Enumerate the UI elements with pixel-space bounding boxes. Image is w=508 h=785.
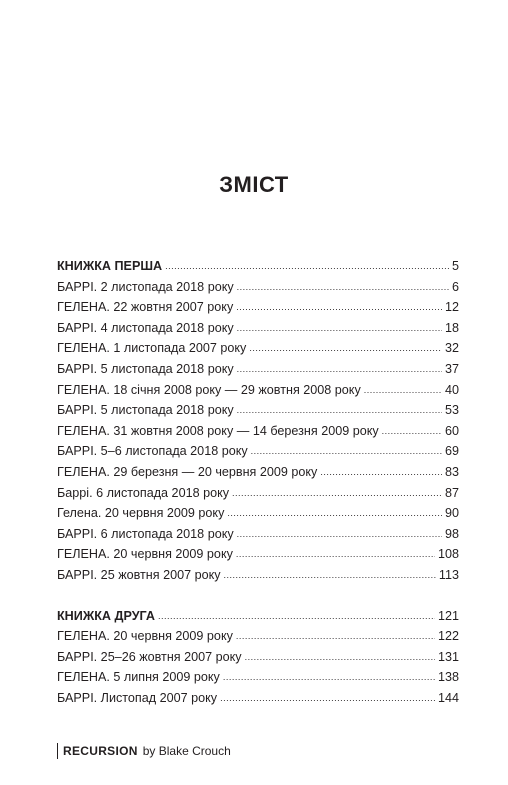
toc-leader-dots (249, 343, 442, 353)
toc-entry (57, 527, 459, 548)
toc-leader-dots (236, 549, 435, 559)
toc-leader-dots (236, 631, 435, 641)
toc-book-heading (57, 609, 459, 630)
toc-book-title: КНИЖКА ДРУГА (57, 608, 155, 623)
toc-entry-label: ГЕЛЕНА. 1 листопада 2007 року (57, 341, 247, 356)
toc-leader-dots (382, 426, 442, 436)
toc-entry (57, 465, 459, 486)
toc-leader-dots (227, 508, 442, 518)
toc-entry-label: ГЕЛЕНА. 18 січня 2008 року — 29 жовтня 2008 року (57, 382, 361, 397)
toc-leader-dots (158, 611, 435, 621)
toc-book-heading (57, 259, 459, 280)
toc-page-number: 53 (444, 403, 459, 418)
toc-page-number: 60 (444, 423, 459, 438)
toc-page-number: 6 (451, 279, 459, 294)
toc-entry-label: БАРРІ. Листопад 2007 року (57, 690, 218, 705)
toc-page-number: 18 (444, 320, 459, 335)
toc-entry-label: БАРРІ. 25 жовтня 2007 року (57, 567, 221, 582)
toc-entry-label: БАРРІ. 25–26 жовтня 2007 року (57, 649, 242, 664)
toc-leader-dots (165, 261, 449, 271)
footer-author: by Blake Crouch (142, 744, 231, 758)
toc-entry-label: БАРРІ. 5 листопада 2018 року (57, 403, 234, 418)
toc-entry (57, 486, 459, 507)
toc-page-number: 12 (444, 300, 459, 315)
toc-entry-label: Баррі. 6 листопада 2018 року (57, 485, 230, 500)
page-title: ЗМІСТ (219, 172, 289, 197)
toc-page-number: 87 (444, 485, 459, 500)
toc-leader-dots (251, 446, 442, 456)
toc-entry (57, 568, 459, 589)
toc-page-number: 108 (437, 547, 459, 562)
toc-entry-label: ГЕЛЕНА. 22 жовтня 2007 року (57, 300, 234, 315)
toc-entry (57, 383, 459, 404)
toc-leader-dots (245, 652, 435, 662)
toc-entry (57, 280, 459, 301)
toc-entry-label: ГЕЛЕНА. 31 жовтня 2008 року — 14 березня 2009 року (57, 423, 379, 438)
toc-page-number: 90 (444, 506, 459, 521)
toc-leader-dots (236, 302, 442, 312)
table-of-contents (57, 259, 459, 711)
toc-entry (57, 691, 459, 712)
toc-entry-label: Гелена. 20 червня 2009 року (57, 506, 225, 521)
toc-leader-dots (237, 529, 442, 539)
toc-page-number: 138 (437, 670, 459, 685)
toc-entry-label: ГЕЛЕНА. 29 березня — 20 червня 2009 року (57, 464, 318, 479)
toc-entry (57, 341, 459, 362)
footer-divider (57, 743, 58, 759)
footer-book-title: RECURSION (63, 744, 138, 758)
toc-leader-dots (237, 323, 442, 333)
toc-entry (57, 300, 459, 321)
toc-entry-label: ГЕЛЕНА. 5 липня 2009 року (57, 670, 220, 685)
running-footer (57, 742, 231, 760)
toc-entry-label: ГЕЛЕНА. 20 червня 2009 року (57, 547, 233, 562)
toc-entry (57, 650, 459, 671)
toc-leader-dots (364, 385, 442, 395)
toc-leader-dots (220, 693, 435, 703)
toc-page-number: 131 (437, 649, 459, 664)
toc-entry (57, 321, 459, 342)
toc-entry (57, 403, 459, 424)
toc-entry-label: ГЕЛЕНА. 20 червня 2009 року (57, 629, 233, 644)
toc-entry-label: БАРРІ. 4 листопада 2018 року (57, 320, 234, 335)
toc-book-title: КНИЖКА ПЕРША (57, 259, 163, 273)
toc-page-number: 40 (444, 382, 459, 397)
toc-leader-dots (224, 570, 436, 580)
toc-entry-label: БАРРІ. 5–6 листопада 2018 року (57, 444, 248, 459)
toc-entry-label: БАРРІ. 6 листопада 2018 року (57, 526, 234, 541)
toc-leader-dots (232, 488, 442, 498)
toc-page-number: 37 (444, 361, 459, 376)
toc-entry (57, 362, 459, 383)
toc-entry (57, 670, 459, 691)
toc-page-number: 98 (444, 526, 459, 541)
toc-entry-label: БАРРІ. 5 листопада 2018 року (57, 361, 234, 376)
toc-entry (57, 444, 459, 465)
toc-leader-dots (237, 364, 442, 374)
toc-page-number: 5 (451, 259, 459, 273)
toc-page-number: 32 (444, 341, 459, 356)
toc-leader-dots (237, 405, 442, 415)
toc-leader-dots (320, 467, 442, 477)
toc-page-number: 122 (437, 629, 459, 644)
toc-page-number: 69 (444, 444, 459, 459)
toc-entry (57, 506, 459, 527)
toc-entry (57, 424, 459, 445)
toc-entry-label: БАРРІ. 2 листопада 2018 року (57, 279, 234, 294)
toc-page-number: 83 (444, 464, 459, 479)
toc-page-number: 121 (437, 608, 459, 623)
toc-entry (57, 547, 459, 568)
toc-page-number: 144 (437, 690, 459, 705)
toc-entry (57, 629, 459, 650)
toc-leader-dots (223, 672, 435, 682)
toc-leader-dots (237, 282, 449, 292)
toc-page-number: 113 (438, 567, 459, 582)
